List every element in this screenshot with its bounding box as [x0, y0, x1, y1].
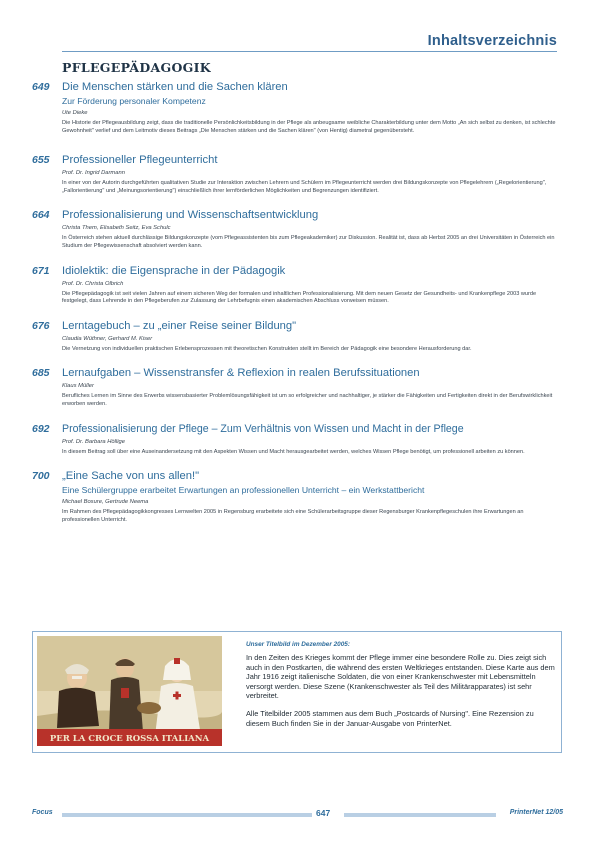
- entry-description: Im Rahmen des Pflegepädagogikkongresses Lernwelten 2005 in Regensburg erarbeitete sich eine Schülerarbeitsgruppe dieser Regensburger Krankenpflegeschulen ihre Erwartungen an professionellen Unterricht.: [62, 509, 524, 523]
- toc-entry[interactable]: [32, 208, 562, 250]
- entry-page-number: 664: [32, 209, 50, 222]
- toc-entry[interactable]: [32, 153, 562, 195]
- postcard-illustration: [37, 636, 222, 746]
- feature-text: [246, 640, 556, 728]
- footer-issue-label: PrinterNet 12/05: [509, 809, 563, 816]
- section-title: PFLEGEPÄDAGOGIK: [62, 60, 211, 75]
- entry-page-number: 649: [32, 81, 50, 93]
- entry-author: Ute Dieke: [62, 110, 88, 116]
- entry-page-number: 700: [32, 470, 50, 483]
- entry-page-number: 671: [32, 264, 50, 277]
- entry-title[interactable]: Lerntagebuch – zu „einer Reise seiner Bildung": [62, 319, 297, 332]
- entry-page-number: 655: [32, 154, 50, 167]
- entry-author: Prof. Dr. Christa Olbrich: [62, 280, 124, 287]
- footer-section-label: Focus: [32, 809, 53, 816]
- footer-page-number: 647: [316, 808, 331, 818]
- entry-description: In Österreich stehen aktuell durchlässige Bildungskonzepte (vom Pflegeassistenten bis zum Pflegeakademiker) zur Diskussion. Realität ist, dass ab Herbst 2005 an drei Universitäten in Österreich ein Studium der Pflegewissenschaft absolviert werden kann.: [62, 235, 555, 249]
- entry-description: Berufliches Lernen im Sinne des Erwerbs wissensbasierter Problemlösungsfähigkeit ist um so erfolgreicher und nachhaltiger, je stärker die Fähigkeiten und Fertigkeiten direkt in der Berufswirklichkeit erworben werden.: [62, 393, 553, 407]
- footer-bar: [62, 813, 312, 817]
- entry-title[interactable]: Die Menschen stärken und die Sachen klären: [62, 81, 288, 93]
- entry-author: Klaus Müller: [62, 383, 94, 390]
- feature-paragraph: In den Zeiten des Krieges kommt der Pflege immer eine besondere Rolle zu. Dies zeigt sich auch in den Postkarten, die während des ersten Weltkrieges entstanden. Diese Karte aus dem Jahr 1916 zeigt italienische Soldaten, die von einer Krankenschwester mit Lebensmitteln versorgt werden. Diese Szene (Krankenschwester als Teil des Militärapparates) ist sehr verbreitet.: [246, 653, 555, 701]
- page-header-title: Inhaltsverzeichnis: [427, 33, 557, 49]
- entry-title[interactable]: Idiolektik: die Eigensprache in der Pädagogik: [62, 264, 286, 277]
- postcard-caption: PER LA CROCE ROSSA ITALIANA: [49, 734, 210, 744]
- entry-description: In diesem Beitrag soll über eine Auseinandersetzung mit den Aspekten Wissen und Macht herausgearbeitet werden, welches Wissen Pflege benötigt, um professionell arbeiten zu können.: [62, 448, 525, 455]
- entry-description: Die Pflegepädagogik ist seit vielen Jahren auf einem sicheren Weg der formalen und inhaltlichen Professionalisierung. Mit dem neuen Gesetz der Gesundheits- und Krankenpflege 2003 wurde festgelegt, dass Lehrende in den Pflegeberufen zur Zulassung der Lehrbefugnis einen akademischen Abschluss vorweisen müssen.: [62, 290, 537, 305]
- toc-entry[interactable]: [32, 80, 562, 135]
- toc-entry[interactable]: [32, 469, 562, 524]
- feature-paragraph: Alle Titelbilder 2005 stammen aus dem Buch „Postcards of Nursing". Eine Rezension zu diesem Buch finden Sie in der Januar-Ausgabe von PrinterNet.: [246, 708, 534, 728]
- entry-page-number: 692: [32, 422, 50, 435]
- entry-subtitle: Eine Schülergruppe erarbeitet Erwartungen an professionellen Unterricht – ein Werkstattbericht: [62, 485, 425, 496]
- toc-entry[interactable]: [32, 366, 562, 408]
- footer-bar: [344, 813, 496, 817]
- entry-page-number: 685: [32, 367, 50, 380]
- entry-description: In einer von der Autorin durchgeführten qualitativen Studie zur Interaktion zwischen Lehrern und Schülern im Pflegeunterricht werden drei Bildungskonzepte von Pflegelehrern („Regelorientierung", „Fallorientierung" und „Meinungsorientierung") einschließlich ihrer lernförderlichen Möglichkeiten und Begrenzungen identifiziert.: [62, 180, 547, 194]
- entry-description: Die Historie der Pflegeausbildung zeigt, dass die traditionelle Persönlichkeitsbildung in der Pflege als anbeugsame weibliche Charakterbildung unter dem Motto „An sich selbst zu denken, ist schlechte Gewohnheit" verlief und dem Leitmotiv dieses Beitrags „Die Menschen stärken und die Sachen klären" (von Hentig) diametral gegenübersteht.: [62, 120, 556, 134]
- entry-author: Michael Bosure, Gertrude Neema: [62, 499, 149, 506]
- entry-author: Christa Them, Elisabeth Seitz, Eva Schulc: [62, 225, 171, 232]
- entry-title[interactable]: Professionalisierung und Wissenschaftsentwicklung: [62, 209, 319, 222]
- entry-page-number: 676: [32, 319, 50, 332]
- entry-author: Prof. Dr. Barbara Höllige: [62, 438, 125, 445]
- entry-title[interactable]: Professionalisierung der Pflege – Zum Verhältnis von Wissen und Macht in der Pflege: [62, 422, 464, 435]
- cover-feature-box: [32, 631, 562, 753]
- header-divider: [62, 51, 557, 52]
- entry-author: Claudia Wüthner, Gerhard M. Kiser: [62, 335, 153, 342]
- entry-subtitle: Zur Förderung personaler Kompetenz: [62, 96, 206, 106]
- entry-title[interactable]: Lernaufgaben – Wissenstransfer & Reflexion in realen Berufssituationen: [62, 367, 420, 380]
- entry-author: Prof. Dr. Ingrid Darmann: [62, 170, 125, 177]
- toc-entry[interactable]: [32, 422, 562, 457]
- page-footer: [32, 808, 563, 822]
- entry-title[interactable]: Professioneller Pflegeunterricht: [62, 154, 218, 167]
- toc-entry[interactable]: [32, 264, 562, 306]
- feature-heading: Unser Titelbild im Dezember 2005:: [246, 641, 350, 648]
- entry-description: Die Vernetzung von individuellen praktischen Erlebensprozessen mit theoretischen Konstrukten stellt im Bereich der Pädagogik eine besondere Herausforderung dar.: [62, 345, 472, 352]
- toc-entry[interactable]: [32, 319, 562, 354]
- toc-entries: [32, 80, 562, 524]
- entry-title[interactable]: „Eine Sache von uns allen!": [62, 470, 200, 483]
